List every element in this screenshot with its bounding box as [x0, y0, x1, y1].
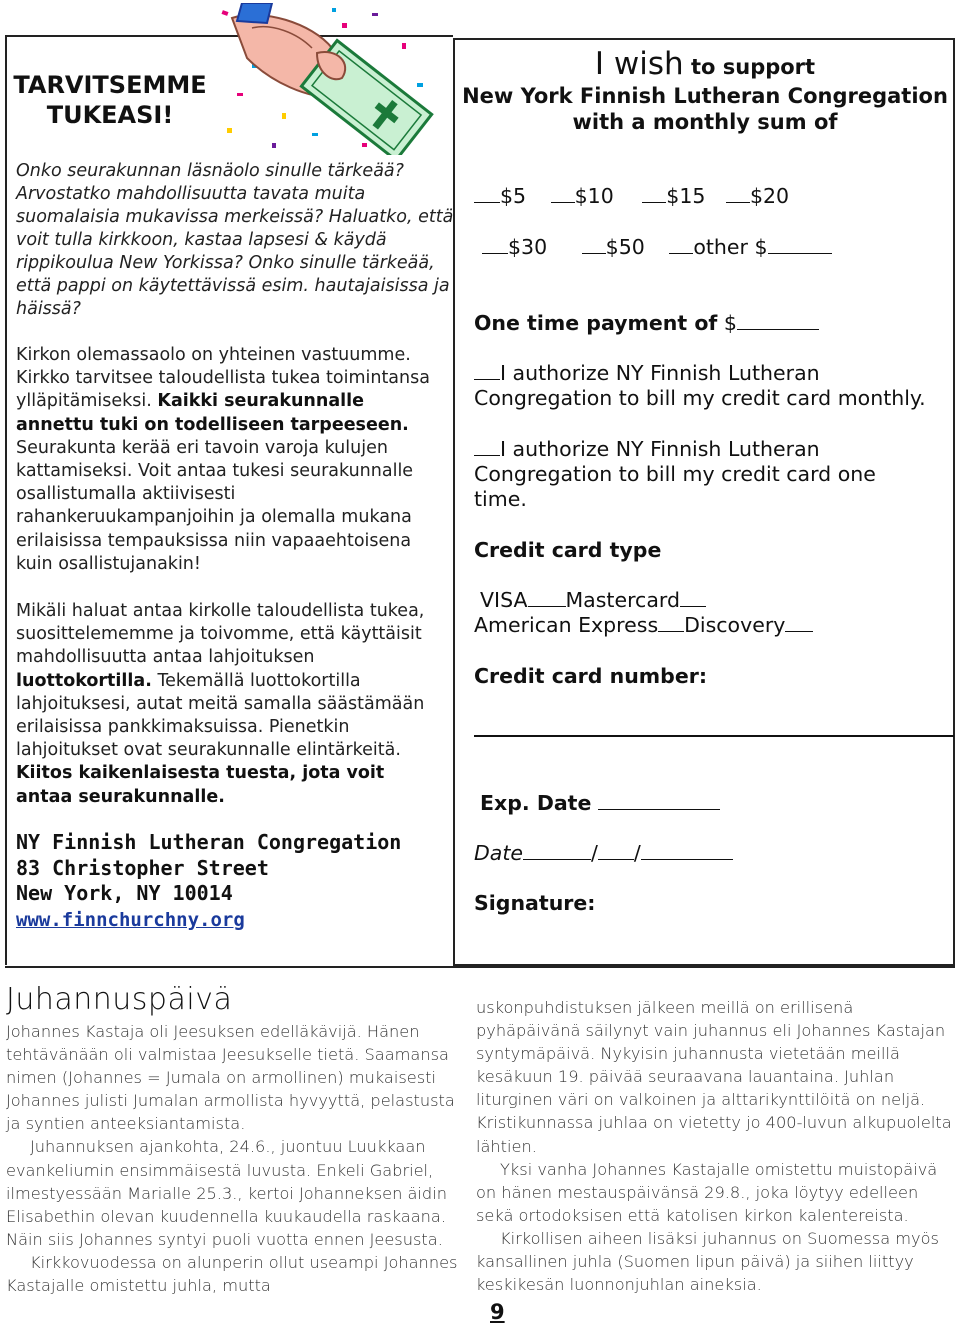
form-heading-line-2: New York Finnish Lutheran Congregation	[462, 84, 948, 108]
one-time-amount-field[interactable]	[737, 312, 819, 330]
credit-card-paragraph	[16, 600, 446, 809]
amount-other: other $	[693, 235, 768, 259]
p2-bold-card: luottokortilla.	[16, 670, 152, 691]
p1-text-a: Kirkon olemassaolo on yhteinen vastuumme. Kirkko tarvitsee taloudellista tukea toimintansa ylläpitämiseksi.	[16, 345, 430, 412]
form-heading	[455, 46, 955, 135]
date-slash-2: /	[633, 841, 641, 865]
section-divider	[5, 966, 955, 968]
wish-small: to support	[683, 55, 816, 79]
card-type-label-text: Credit card type	[474, 538, 662, 562]
article-column-1	[6, 1020, 461, 1297]
one-time-currency: $	[717, 311, 737, 335]
website-link[interactable]: www.finnchurchny.org	[16, 908, 245, 931]
auth-monthly-line-2: Congregation to bill my credit card monthly.	[474, 386, 926, 410]
intro-questions: Onko seurakunnan läsnäolo sinulle tärkeää? Arvostatko mahdollisuutta tavata muita suomalaisia mukavissa merkeissä? Haluatko, että voit tulla kirkkoon, kastaa lapsesi & käydä rippikoulua New Yorkissa? Onko sinulle tärkeää, että pappi on käytettävissä esim. hautajaisissa ja häissä?	[16, 161, 454, 319]
card-visa-blank[interactable]	[528, 589, 566, 607]
amount-row-1	[474, 184, 789, 209]
date-slash-1: /	[591, 841, 598, 865]
amount-row-2	[474, 235, 832, 260]
auth-monthly-checkbox[interactable]	[474, 362, 500, 380]
article-col2-p3: Kirkollisen aiheen lisäksi juhannus on Suomessa myös kansallinen juhla (Suomen lipun päivä) ja siihen liittyy keskikesän luonnonjuhlan aineksia.	[476, 1228, 939, 1295]
one-time-row	[474, 311, 819, 336]
amount-50-blank[interactable]	[582, 236, 606, 254]
page-number: 9	[490, 1300, 505, 1324]
card-number-label	[474, 664, 707, 689]
p2-bold-thanks: Kiitos kaikenlaisesta tuesta, jota voit antaa seurakunnalle.	[16, 763, 385, 807]
amount-other-field[interactable]	[768, 236, 832, 254]
card-amex-blank[interactable]	[658, 614, 684, 632]
amount-20: $20	[749, 184, 790, 208]
auth-once-line-1: I authorize NY Finnish Lutheran	[500, 437, 820, 461]
article-col1-p2: Juhannuksen ajankohta, 24.6., juontuu Luukkaan evankeliumin ensimmäisestä luvusta. Enkeli Gabriel, ilmestyessään Marialle 25.3., kertoi Johanneksen äidin Elisabethin olevan kuudennella kuukaudella raskaana. Näin siis Johannes syntyi puoli vuotta ennen Jeesusta.	[6, 1137, 447, 1249]
address-line-3: New York, NY 10014	[16, 881, 233, 905]
date-label: Date	[474, 841, 523, 865]
support-paragraph	[16, 344, 446, 576]
exp-date-row	[480, 791, 720, 816]
card-number-label-text: Credit card number:	[474, 664, 708, 688]
date-year-field[interactable]	[641, 842, 733, 860]
address-line-1: NY Finnish Lutheran Congregation	[16, 830, 402, 854]
date-month-field[interactable]	[598, 842, 634, 860]
card-amex: American Express	[474, 613, 659, 637]
amount-5-blank[interactable]	[474, 185, 500, 203]
auth-once	[474, 437, 876, 512]
article-col1-p1: Johannes Kastaja oli Jeesuksen edelläkävijä. Hänen tehtävänään oli valmistaa Jeesukselle tietä. Saamansa nimen (Johannes = Jumala on armollinen) mukaisesti Johannes julisti Jumalan armollista hyvyyttä, pelastusta ja syntien anteeksiantamista.	[6, 1022, 455, 1134]
date-day-field[interactable]	[523, 842, 591, 860]
form-heading-line-3: with a monthly sum of	[572, 110, 838, 134]
amount-30-blank[interactable]	[482, 236, 508, 254]
article-title: Juhannuspäivä	[6, 982, 233, 1017]
p1-text-c: Seurakunta kerää eri tavoin varoja kulujen kattamiseksi. Voit antaa tukesi seurakunnalle osallistumalla aktiivisesti rahankeruukampanjoihin ja olemalla mukana erilaisissa tempauksissa niin vapaaehtoisena kuin osallistujanakin!	[16, 437, 414, 574]
headline-line-2: TUKEASI!	[46, 101, 174, 129]
card-mastercard-blank[interactable]	[680, 589, 706, 607]
headline	[10, 70, 210, 130]
hand-with-card-illustration	[212, 3, 437, 155]
church-address	[16, 830, 446, 933]
one-time-label: One time payment of	[474, 311, 718, 335]
signature-label-text: Signature:	[474, 891, 596, 915]
card-type-label	[474, 538, 661, 563]
exp-date-field[interactable]	[598, 792, 720, 810]
auth-once-line-2: Congregation to bill my credit card one	[474, 462, 876, 486]
address-line-2: 83 Christopher Street	[16, 855, 269, 880]
auth-once-line-3: time.	[474, 487, 527, 511]
auth-monthly	[474, 361, 926, 411]
card-discovery-blank[interactable]	[785, 614, 813, 632]
amount-10: $10	[574, 184, 614, 208]
p2-text-a: Mikäli haluat antaa kirkolle taloudellista tukea, suosittelememme ja toivomme, että käyttäisit mahdollisuutta antaa lahjoituksen	[16, 601, 425, 668]
card-visa: VISA	[480, 588, 528, 612]
card-mastercard: Mastercard	[565, 588, 680, 612]
article-col1-p3: Kirkkovuodessa on alunperin ollut useampi Johannes Kastajalle omistettu juhla, mutta	[6, 1252, 458, 1296]
card-types	[474, 588, 813, 638]
amount-10-blank[interactable]	[551, 185, 575, 203]
signature-label	[474, 891, 596, 916]
amount-15: $15	[666, 184, 706, 208]
auth-monthly-line-1: I authorize NY Finnish Lutheran	[500, 361, 820, 385]
amount-50: $50	[605, 235, 645, 259]
article-col2-p2: Yksi vanha Johannes Kastajalle omistettu muistopäivä on hänen mestauspäivänsä 29.8., joka löytyy edelleen sekä ortodoksisen että katolisen kirkon kalentereista.	[476, 1159, 938, 1225]
amount-15-blank[interactable]	[642, 185, 666, 203]
article-col2-p1: uskonpuhdistuksen jälkeen meillä on erillisenä pyhäpäivänä säilynyt vain juhannus eli Johannes Kastajan syntymäpäivä. Nykyisin juhannusta vietetään meillä kesäkuun 19. päivää seuraavana lauantaina. Juhlan liturginen väri on valkoinen ja alttarikynttilöitä on neljä. Kristikunnassa juhlaa on vietetty jo 400-luvun alkupuolelta lähtien.	[476, 998, 952, 1156]
date-row	[474, 841, 733, 866]
amount-20-blank[interactable]	[726, 185, 750, 203]
p2-text-c: Tekemällä luottokortilla lahjoituksesi, autat meitä samalla säästämään erilaisissa pankkimaksuissa. Pienetkin lahjoitukset ovat seurakunnalle elintärkeitä.	[16, 670, 425, 761]
exp-date-label: Exp. Date	[480, 791, 592, 815]
auth-once-checkbox[interactable]	[474, 438, 500, 456]
p1-bold: Kaikki seurakunnalle annettu tuki on todelliseen tarpeeseen.	[16, 391, 409, 435]
amount-30: $30	[508, 235, 548, 259]
article-column-2	[476, 996, 954, 1296]
headline-line-1: TARVITSEMME	[13, 71, 207, 99]
card-discovery: Discovery	[684, 613, 786, 637]
amount-other-blank[interactable]	[669, 236, 693, 254]
wish-big: I wish	[594, 46, 684, 82]
amount-5: $5	[500, 184, 527, 208]
card-number-field[interactable]	[474, 735, 954, 737]
